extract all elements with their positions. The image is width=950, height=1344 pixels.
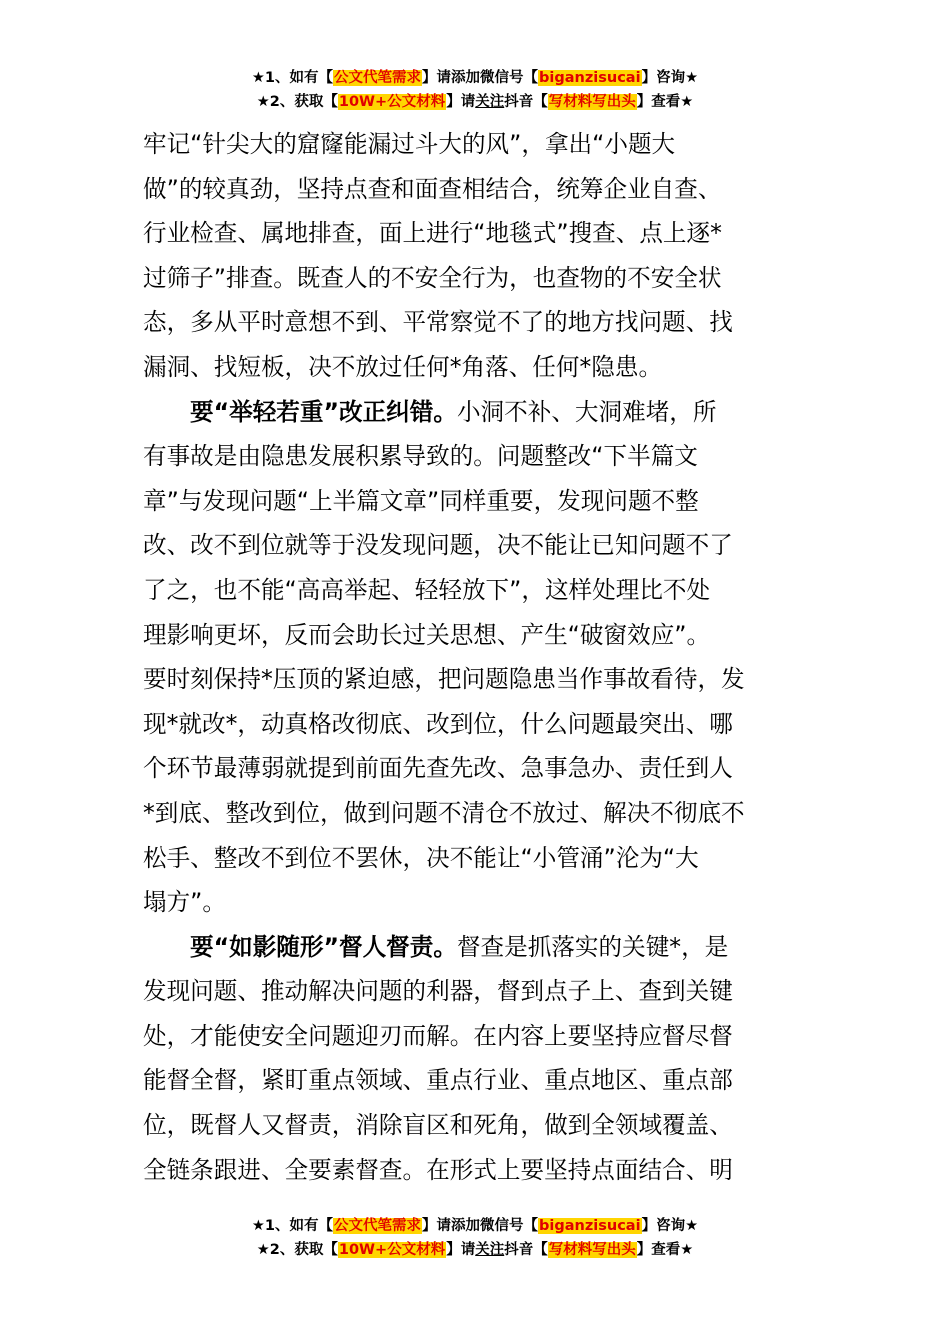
paragraph-1 — [143, 390, 809, 925]
paragraph-heading: 要“如影随形”督人督责。 — [190, 932, 457, 961]
promo-banner-top — [0, 66, 950, 114]
text-line: 漏洞、找短板，决不放过任何*角落、任何*隐患。 — [143, 352, 663, 381]
promo-text: ★2、获取【 — [256, 1242, 338, 1258]
document-body — [143, 122, 809, 1192]
promo-text: 】咨询★ — [641, 1218, 699, 1234]
promo-wechat-id: biganzisucai — [539, 1218, 641, 1234]
promo-banner-bottom — [0, 1214, 950, 1262]
promo-text: 】咨询★ — [641, 70, 699, 86]
promo-line-2 — [0, 1238, 950, 1262]
promo-text: 】请添加微信号【 — [422, 1218, 539, 1234]
promo-underlined: 关注 — [475, 1242, 505, 1258]
promo-text: ★2、获取【 — [256, 94, 338, 110]
text-line: 要时刻保持*压顶的紧迫感，把问题隐患当作事故看待，发 — [143, 665, 745, 694]
promo-line-1 — [0, 66, 950, 90]
promo-text: 抖音【 — [504, 94, 548, 110]
promo-text: 】请 — [446, 1242, 476, 1258]
promo-text: 】查看★ — [636, 94, 694, 110]
promo-highlight: 10W+公文材料 — [338, 94, 446, 110]
text-line: 全链条跟进、全要素督查。在形式上要坚持点面结合、明 — [143, 1155, 733, 1184]
text-line: 做”的较真劲，坚持点查和面查相结合，统筹企业自查、 — [143, 174, 722, 203]
promo-wechat-id: biganzisucai — [539, 70, 641, 86]
promo-text: 】查看★ — [636, 1242, 694, 1258]
text-line: 有事故是由隐患发展积累导致的。问题整改“下半篇文 — [143, 442, 698, 471]
text-line: 个环节最薄弱就提到前面先查先改、急事急办、责任到人 — [143, 754, 733, 783]
text-line: 处，才能使安全问题迎刃而解。在内容上要坚持应督尽督 — [143, 1021, 733, 1050]
promo-line-1 — [0, 1214, 950, 1238]
text-line: *到底、整改到位，做到问题不清仓不放过、解决不彻底不 — [143, 798, 745, 827]
promo-line-2 — [0, 90, 950, 114]
text-line — [143, 925, 809, 970]
promo-text: ★1、如有【 — [251, 1218, 334, 1234]
promo-douyin-account: 写材料写出头 — [548, 1242, 636, 1258]
promo-text: 】请 — [446, 94, 476, 110]
text-line: 态，多从平时意想不到、平常察觉不了的地方找问题、找 — [143, 308, 733, 337]
text-line: 理影响更坏，反而会助长过关思想、产生“破窗效应”。 — [143, 620, 711, 649]
promo-highlight: 10W+公文材料 — [338, 1242, 446, 1258]
promo-douyin-account: 写材料写出头 — [548, 94, 636, 110]
promo-highlight: 公文代笔需求 — [334, 70, 422, 86]
promo-text: 】请添加微信号【 — [422, 70, 539, 86]
promo-text: 抖音【 — [504, 1242, 548, 1258]
text-run: 督查是抓落实的关键*，是 — [456, 932, 729, 961]
paragraph-2 — [143, 925, 809, 1193]
text-line: 现*就改*，动真格改彻底、改到位，什么问题最突出、哪 — [143, 709, 733, 738]
text-line: 改、改不到位就等于没发现问题，决不能让已知问题不了 — [143, 531, 733, 560]
text-line — [143, 390, 809, 435]
paragraph-heading: 要“举轻若重”改正纠错。 — [190, 397, 457, 426]
paragraph-0 — [143, 122, 809, 390]
text-line: 能督全督，紧盯重点领域、重点行业、重点地区、重点部 — [143, 1066, 733, 1095]
text-line: 塌方”。 — [143, 888, 227, 917]
text-line: 行业检查、属地排查，面上进行“地毯式”搜查、点上逐* — [143, 219, 722, 248]
text-line: 位，既督人又督责，消除盲区和死角，做到全领域覆盖、 — [143, 1111, 733, 1140]
text-line: 章”与发现问题“上半篇文章”同样重要，发现问题不整 — [143, 486, 699, 515]
text-line: 松手、整改不到位不罢休，决不能让“小管涌”沦为“大 — [143, 843, 699, 872]
text-line: 过筛子”排查。既查人的不安全行为，也查物的不安全状 — [143, 263, 722, 292]
promo-highlight: 公文代笔需求 — [334, 1218, 422, 1234]
text-line: 了之，也不能“高高举起、轻轻放下”，这样处理比不处 — [143, 575, 711, 604]
text-run: 小洞不补、大洞难堵，所 — [456, 397, 717, 426]
text-line: 发现问题、推动解决问题的利器，督到点子上、查到关键 — [143, 977, 733, 1006]
text-line: 牢记“针尖大的窟窿能漏过斗大的风”，拿出“小题大 — [143, 130, 676, 158]
promo-underlined: 关注 — [475, 94, 505, 110]
promo-text: ★1、如有【 — [251, 70, 334, 86]
